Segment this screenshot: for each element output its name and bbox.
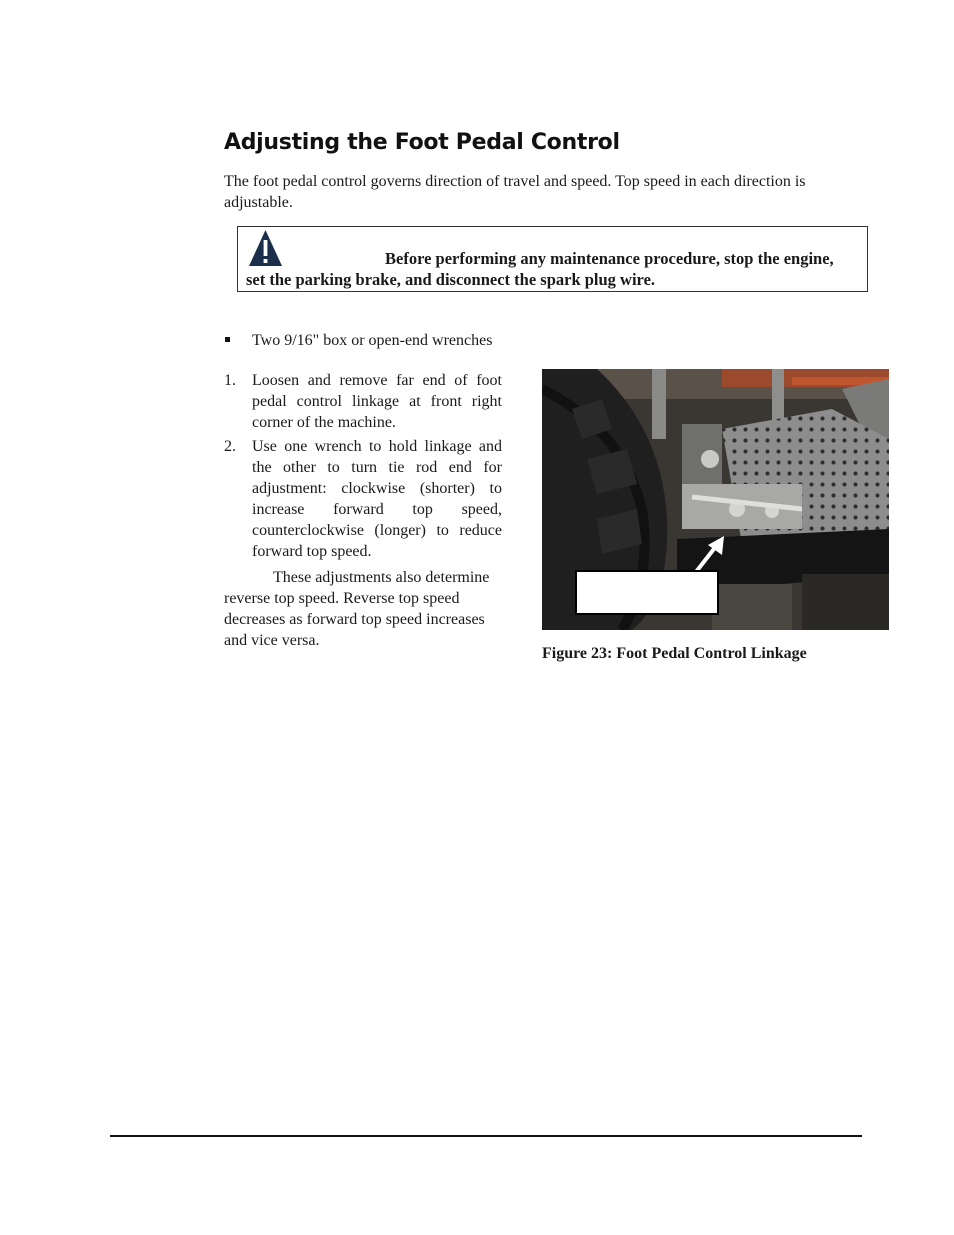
tools-list — [224, 330, 492, 351]
warning-box — [237, 226, 868, 292]
intro-paragraph: The foot pedal control governs direction of travel and speed. Top speed in each direction is adjustable. — [224, 173, 806, 211]
step-number: 2. — [224, 438, 236, 455]
warning-text: Before performing any maintenance procedure, stop the engine, set the parking brake, and disconnect the spark plug wire. — [246, 249, 834, 289]
step-item — [224, 436, 502, 562]
note-paragraph: These adjustments also determine reverse top speed. Reverse top speed decreases as forward top speed increases and vice versa. — [224, 569, 490, 649]
step-number: 1. — [224, 372, 236, 389]
steps-list — [224, 370, 502, 565]
figure-caption: Figure 23: Foot Pedal Control Linkage — [542, 645, 807, 662]
footer-rule — [110, 1135, 862, 1137]
tool-item: Two 9/16" box or open-end wrenches — [224, 330, 492, 351]
section-heading: Adjusting the Foot Pedal Control — [224, 130, 620, 155]
step-text: Use one wrench to hold linkage and the other to turn tie rod end for adjustment: clockwise (shorter) to increase forward top speed, counterclockwise (longer) to reduce forward top speed. — [252, 438, 502, 560]
linkage-photo — [542, 369, 889, 630]
step-item — [224, 370, 502, 433]
step-text: Loosen and remove far end of foot pedal control linkage at front right corner of the machine. — [252, 372, 502, 431]
